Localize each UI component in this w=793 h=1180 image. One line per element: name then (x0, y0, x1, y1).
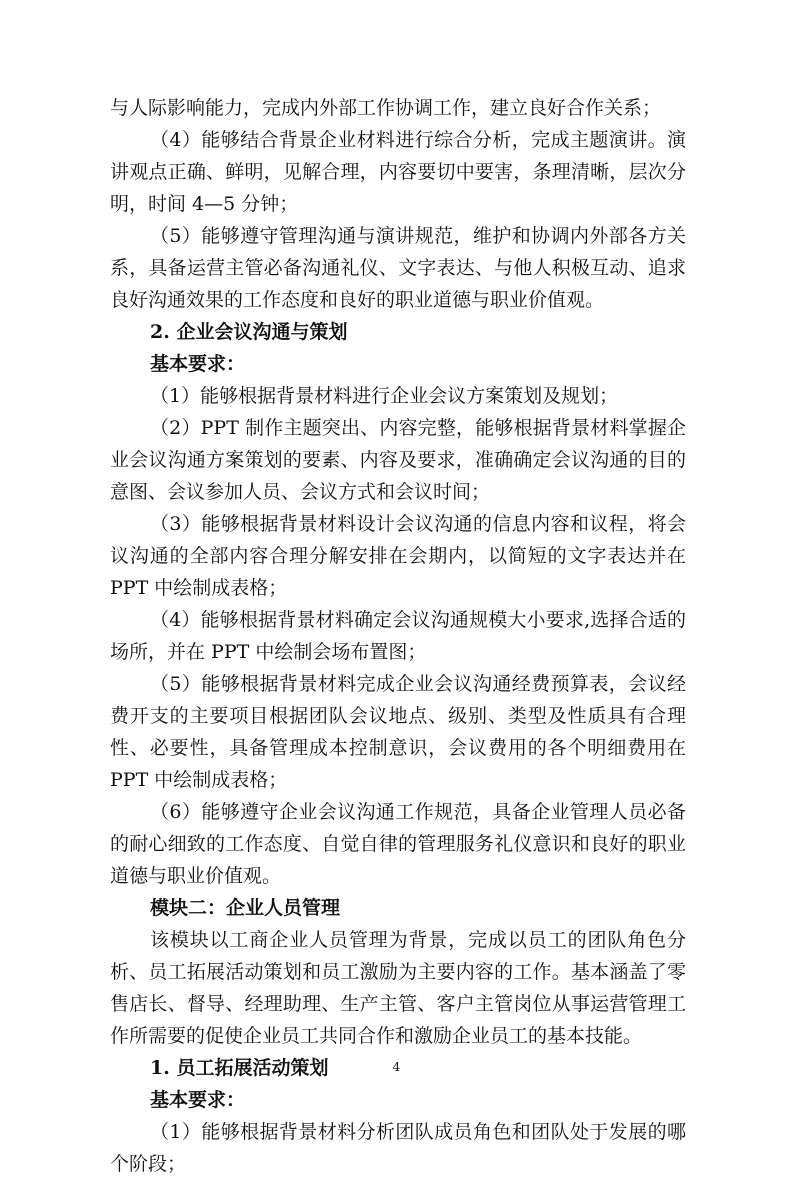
section-heading-outreach: 1. 员工拓展活动策划 (150, 1057, 329, 1079)
basic-requirements-label-2: 基本要求： (150, 1089, 246, 1111)
page-number: 4 (392, 1060, 401, 1074)
paragraph-item-1: （1）能够根据背景材料进行企业会议方案策划及规划； (150, 385, 619, 407)
paragraph-item-5b: （5）能够根据背景材料完成企业会议沟通经费预算表，会议经费开支的主要项目根据团队会议地点、级别、类型及性质具有合理性、必要性，具备管理成本控制意识，会议费用的各个明细费用在 PPT 中绘制成表格； (110, 673, 686, 791)
paragraph-item-3: （3）能够根据背景材料设计会议沟通的信息内容和议程，将会议沟通的全部内容合理分解安排在会期内，以简短的文字表达并在 PPT 中绘制成表格； (110, 513, 686, 599)
paragraph-item-2: （2）PPT 制作主题突出、内容完整，能够根据背景材料掌握企业会议沟通方案策划的要素、内容及要求，准确确定会议沟通的目的意图、会议参加人员、会议方式和会议时间； (110, 417, 686, 503)
module-two-heading: 模块二：企业人员管理 (150, 897, 341, 919)
paragraph-item-4: （4）能够结合背景企业材料进行综合分析，完成主题演讲。演讲观点正确、鲜明，见解合理，内容要切中要害，条理清晰，层次分明，时间 4—5 分钟； (110, 129, 686, 215)
section-heading-meeting: 2. 企业会议沟通与策划 (150, 321, 348, 343)
paragraph-continuation: 与人际影响能力，完成内外部工作协调工作，建立良好合作关系； (110, 97, 662, 119)
paragraph-item-5: （5）能够遵守管理沟通与演讲规范，维护和协调内外部各方关系，具备运营主管必备沟通礼仪、文字表达、与他人积极互动、追求良好沟通效果的工作态度和良好的职业道德与职业价值观。 (110, 225, 686, 311)
paragraph-item-6: （6）能够遵守企业会议沟通工作规范，具备企业管理人员必备的耐心细致的工作态度、自觉自律的管理服务礼仪意识和良好的职业道德与职业价值观。 (110, 801, 686, 887)
basic-requirements-label: 基本要求： (150, 353, 246, 375)
module-two-description: 该模块以工商企业人员管理为背景，完成以员工的团队角色分析、员工拓展活动策划和员工激励为主要内容的工作。基本涵盖了零售店长、督导、经理助理、生产主管、客户主管岗位从事运营管理工作所需要的促使企业员工共同合作和激励企业员工的基本技能。 (110, 929, 686, 1047)
paragraph-item-1b: （1）能够根据背景材料分析团队成员角色和团队处于发展的哪个阶段； (110, 1121, 686, 1175)
document-page (110, 92, 686, 1180)
paragraph-item-4b: （4）能够根据背景材料确定会议沟通规模大小要求,选择合适的场所，并在 PPT 中绘制会场布置图； (110, 609, 686, 663)
